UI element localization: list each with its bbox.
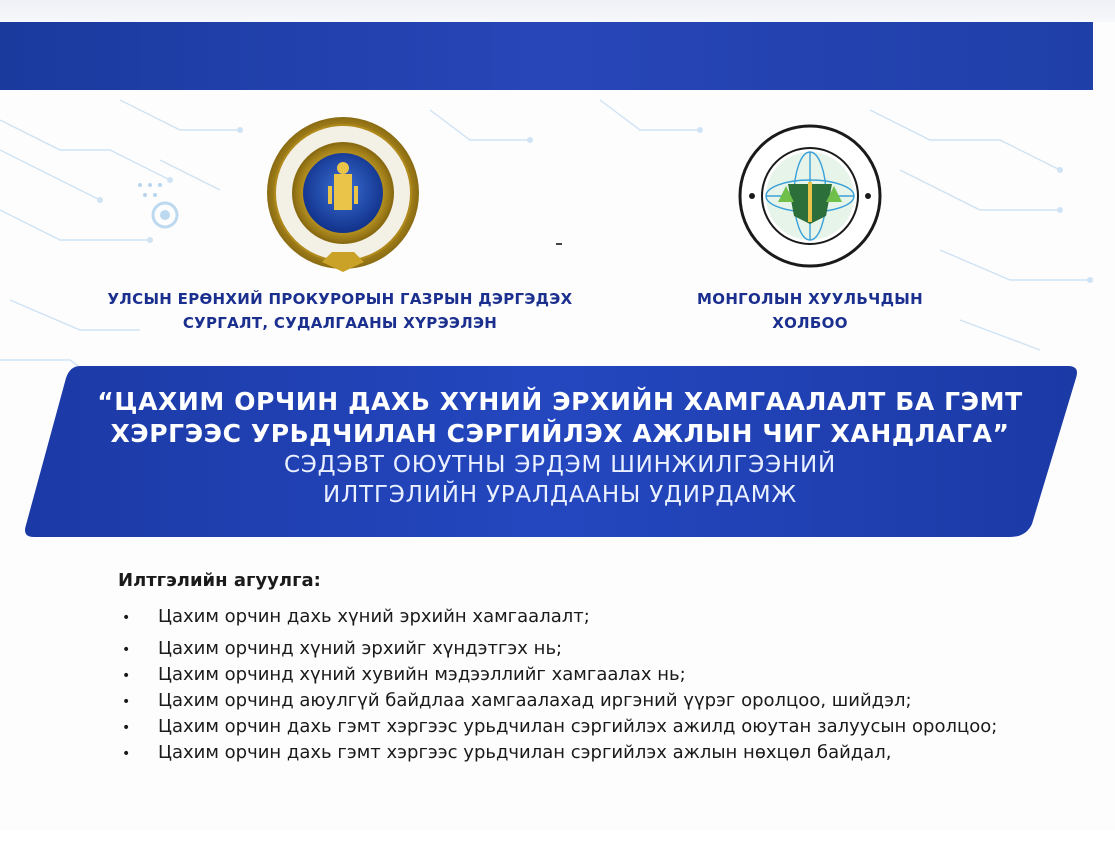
top-blue-band bbox=[0, 22, 1093, 90]
bar-association-seal-icon bbox=[738, 124, 882, 268]
content-section bbox=[118, 570, 1038, 767]
page-bottom-edge bbox=[0, 830, 1115, 843]
title-bold-line2: ХЭРГЭЭС УРЬДЧИЛАН СЭРГИЙЛЭХ АЖЛЫН ЧИГ ХАНДЛАГА” bbox=[110, 419, 1010, 448]
organization-right bbox=[660, 287, 960, 335]
content-heading: Илтгэлийн агуулга: bbox=[118, 570, 321, 591]
org-left-line1: УЛСЫН ЕРӨНХИЙ ПРОКУРОРЫН ГАЗРЫН ДЭРГЭДЭХ bbox=[107, 290, 573, 308]
title-bold-line1: “ЦАХИМ ОРЧИН ДАХЬ ХҮНИЙ ЭРХИЙН ХАМГААЛАЛТ БА ГЭМТ bbox=[97, 387, 1023, 416]
list-item: • Цахим орчин дахь хүний эрхийн хамгаалалт; bbox=[118, 605, 1038, 629]
org-left-line2: СУРГАЛТ, СУДАЛГААНЫ ХҮРЭЭЛЭН bbox=[182, 314, 498, 332]
content-list bbox=[118, 605, 1038, 765]
list-item: • Цахим орчин дахь гэмт хэргээс урьдчилан сэргийлэх ажилд оюутан залуусын оролцоо; bbox=[118, 715, 1038, 739]
org-right-line2: ХОЛБОО bbox=[772, 314, 848, 332]
organization-left bbox=[60, 287, 620, 335]
list-item: • Цахим орчинд аюулгүй байдлаа хамгаалахад иргэний үүрэг оролцоо, шийдэл; bbox=[118, 689, 1038, 713]
title-light-line1: СЭДЭВТ ОЮУТНЫ ЭРДЭМ ШИНЖИЛГЭЭНИЙ bbox=[283, 452, 837, 478]
title-block bbox=[60, 386, 1060, 510]
list-item: • Цахим орчинд хүний эрхийг хүндэтгэх нь; bbox=[118, 637, 1038, 661]
org-right-line1: МОНГОЛЫН ХУУЛЬЧДЫН bbox=[697, 290, 923, 308]
title-light-line2: ИЛТГЭЛИЙН УРАЛДААНЫ УДИРДАМЖ bbox=[323, 482, 797, 508]
list-item: • Цахим орчинд хүний хувийн мэдээллийг хамгаалах нь; bbox=[118, 663, 1038, 687]
prosecutor-emblem-icon bbox=[262, 112, 424, 274]
list-item: • Цахим орчин дахь гэмт хэргээс урьдчилан сэргийлэх ажлын нөхцөл байдал, bbox=[118, 741, 1038, 765]
